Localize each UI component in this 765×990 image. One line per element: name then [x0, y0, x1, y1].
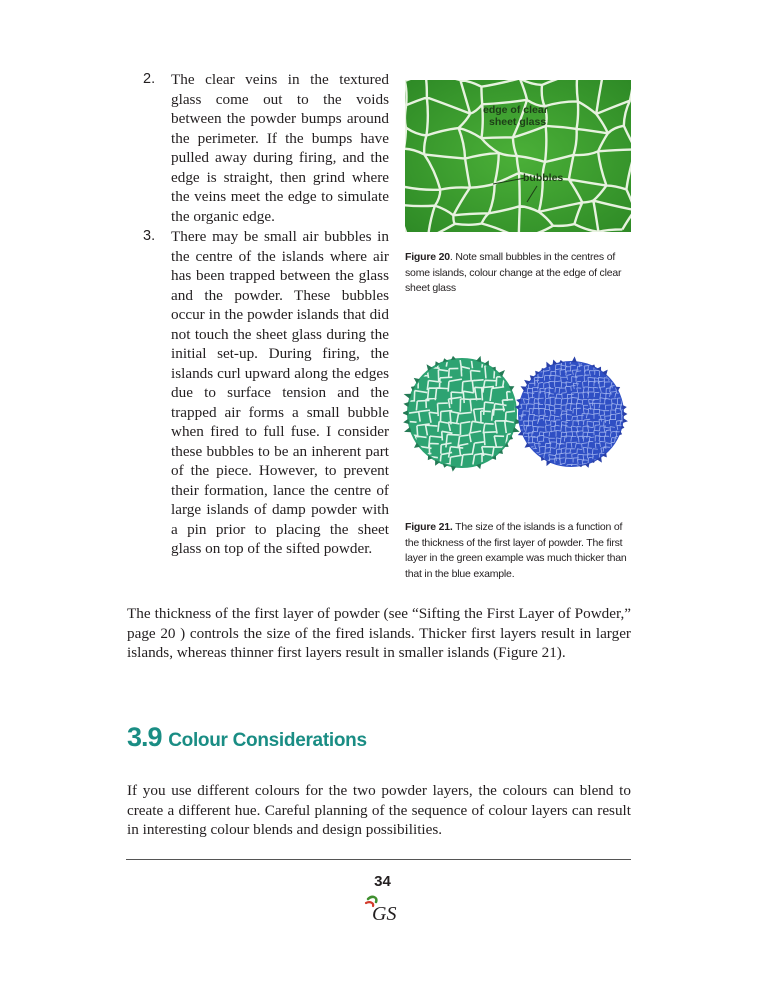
figure-20-caption	[405, 250, 633, 297]
section-heading	[127, 722, 367, 753]
figure-20-label-bubbles: bubbles	[523, 172, 564, 184]
figure-21-image	[403, 354, 635, 476]
page-number: 34	[374, 873, 391, 890]
figure-21-caption-label: Figure 21.	[405, 521, 453, 533]
figure-21-blue-edge-spike	[623, 411, 627, 416]
figure-21-blue-edge-spike	[572, 356, 577, 362]
figure-20-label-edge-line2: sheet glass	[489, 116, 547, 128]
body-paragraph: The thickness of the first layer of powder (see “Sifting the First Layer of Powder,” page 20 ) controls the size of the fired islands. Thicker first layers result in larger islands, whereas thinner first layers result in smaller islands (Figure 21).	[127, 605, 631, 661]
figure-21-green-edge-spike	[403, 402, 409, 407]
figure-20-caption-text: . Note small bubbles in the centres of some islands, colour change at the edge of clear sheet glass	[405, 251, 622, 294]
section-title: Colour Considerations	[168, 730, 367, 751]
figure-20-image	[405, 80, 631, 232]
svg-text:GS: GS	[372, 903, 397, 925]
figure-21-caption-text: The size of the islands is a function of the thickness of the first layer of powder. The first layer in the green example was much thicker than that in the blue example.	[405, 521, 627, 580]
figure-21-green-edge-spike	[451, 466, 456, 472]
list-item-number: 3.	[143, 228, 156, 244]
footer-divider	[126, 859, 631, 860]
list-item-text: There may be small air bubbles in the centre of the islands where air has been trapped between the glass and the powder. These bubbles occur in the powder islands that did not touch the sheet glass during the initial set-up. During firing, the islands curl upward along the edges due to surface tension and the trapped air forms a small bubble when fired to full fuse. I consider these bubbles to be an inherent part of the piece. However, to prevent their formation, lance the centre of large islands of damp powder with a pin prior to placing the sheet glass on top of the sifted powder.	[171, 228, 389, 557]
list-item	[143, 70, 389, 226]
figure-21-green-disc	[403, 354, 530, 476]
list-item-text: The clear veins in the textured glass come out to the voids between the powder bumps around the perimeter. If the bumps have pulled away during firing, and the edge is straight, then grind where the veins meet the edge to simulate the organic edge.	[171, 71, 389, 225]
figure-21-blue-edge-spike	[622, 418, 628, 423]
figure-21-green-edge-spike	[403, 419, 409, 424]
figure-20-label-edge-line1: edge of clear	[483, 104, 548, 116]
body-paragraph: If you use different colours for the two powder layers, the colours can blend to create a different hue. Careful planning of the sequence of colour layers can result in interesting colour blends and design possibilities.	[127, 782, 631, 838]
figure-21-blue-edge-spike	[622, 405, 627, 410]
publisher-logo	[360, 893, 404, 927]
figure-21-green-edge-spike	[403, 410, 408, 415]
numbered-list	[143, 70, 389, 559]
section-number: 3.9	[127, 722, 162, 752]
list-item-number: 2.	[143, 71, 156, 87]
figure-20-caption-label: Figure 20	[405, 251, 450, 263]
list-item	[143, 227, 389, 559]
figure-21-caption	[405, 520, 631, 582]
figure-20-label-edge	[483, 104, 551, 128]
figure-21-blue-disc	[515, 356, 629, 472]
